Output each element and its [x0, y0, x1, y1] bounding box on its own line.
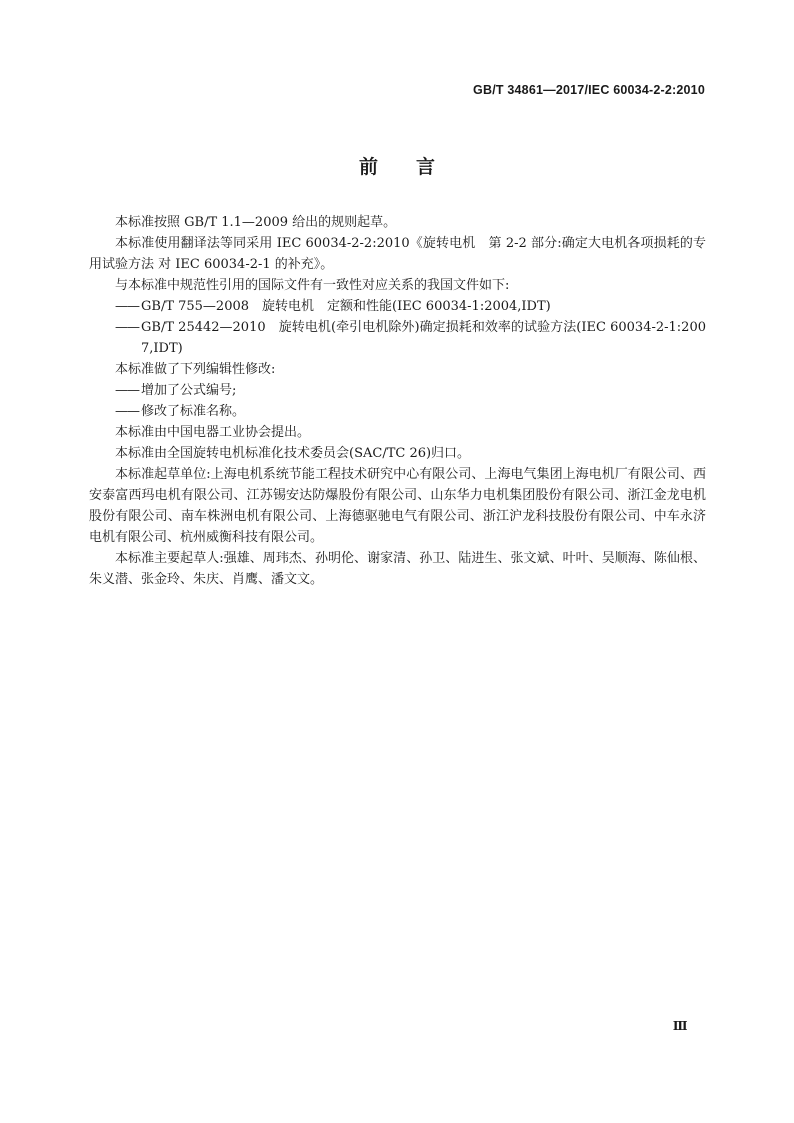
paragraph-drafting-rules: 本标准按照 GB/T 1.1—2009 给出的规则起草。	[115, 215, 397, 230]
dash-marker: ——	[115, 320, 139, 335]
paragraph-editorial-changes: 本标准做了下列编辑性修改:	[115, 362, 276, 377]
paragraph-drafters: 本标准主要起草人:强雄、周玮杰、孙明伦、谢家清、孙卫、陆进生、张文斌、叶叶、吴顺海、陈仙根、朱义潜、张金玲、朱庆、肖鹰、潘文文。	[89, 551, 706, 587]
list-item-text: 增加了公式编号;	[141, 383, 237, 398]
paragraph-centralized: 本标准由全国旋转电机标准化技术委员会(SAC/TC 26)归口。	[115, 446, 471, 461]
list-item-gbt755	[89, 296, 706, 317]
dash-marker: ——	[115, 404, 139, 419]
page-header-standard-number: GB/T 34861—2017/IEC 60034-2-2:2010	[473, 83, 705, 97]
list-item-text: 修改了标准名称。	[141, 404, 246, 419]
dash-marker: ——	[115, 383, 139, 398]
list-item-text: GB/T 755—2008 旋转电机 定额和性能(IEC 60034-1:2004,IDT)	[141, 299, 551, 314]
list-item-standard-name	[89, 401, 706, 422]
paragraph-correspondence: 与本标准中规范性引用的国际文件有一致性对应关系的我国文件如下:	[115, 278, 510, 293]
paragraph-adoption: 本标准使用翻译法等同采用 IEC 60034-2-2:2010《旋转电机 第 2-2 部分:确定大电机各项损耗的专用试验方法 对 IEC 60034-2-1 的补充》。	[89, 236, 706, 272]
foreword-body	[89, 212, 706, 590]
dash-marker: ——	[115, 299, 139, 314]
paragraph-drafting-units: 本标准起草单位:上海电机系统节能工程技术研究中心有限公司、上海电气集团上海电机厂有限公司、西安泰富西玛电机有限公司、江苏锡安达防爆股份有限公司、山东华力电机集团股份有限公司、浙江金龙电机股份有限公司、南车株洲电机有限公司、上海德驱驰电气有限公司、浙江沪龙科技股份有限公司、中车永济电机有限公司、杭州威衡科技有限公司。	[89, 467, 706, 545]
page-title: 前言	[358, 156, 473, 178]
list-item-text: GB/T 25442—2010 旋转电机(牵引电机除外)确定损耗和效率的试验方法(IEC 60034-2-1:2007,IDT)	[141, 320, 706, 356]
page-number: Ⅲ	[672, 1019, 687, 1033]
list-item-gbt25442	[89, 317, 706, 359]
paragraph-proposer: 本标准由中国电器工业协会提出。	[115, 425, 311, 440]
list-item-formula-numbers	[89, 380, 706, 401]
